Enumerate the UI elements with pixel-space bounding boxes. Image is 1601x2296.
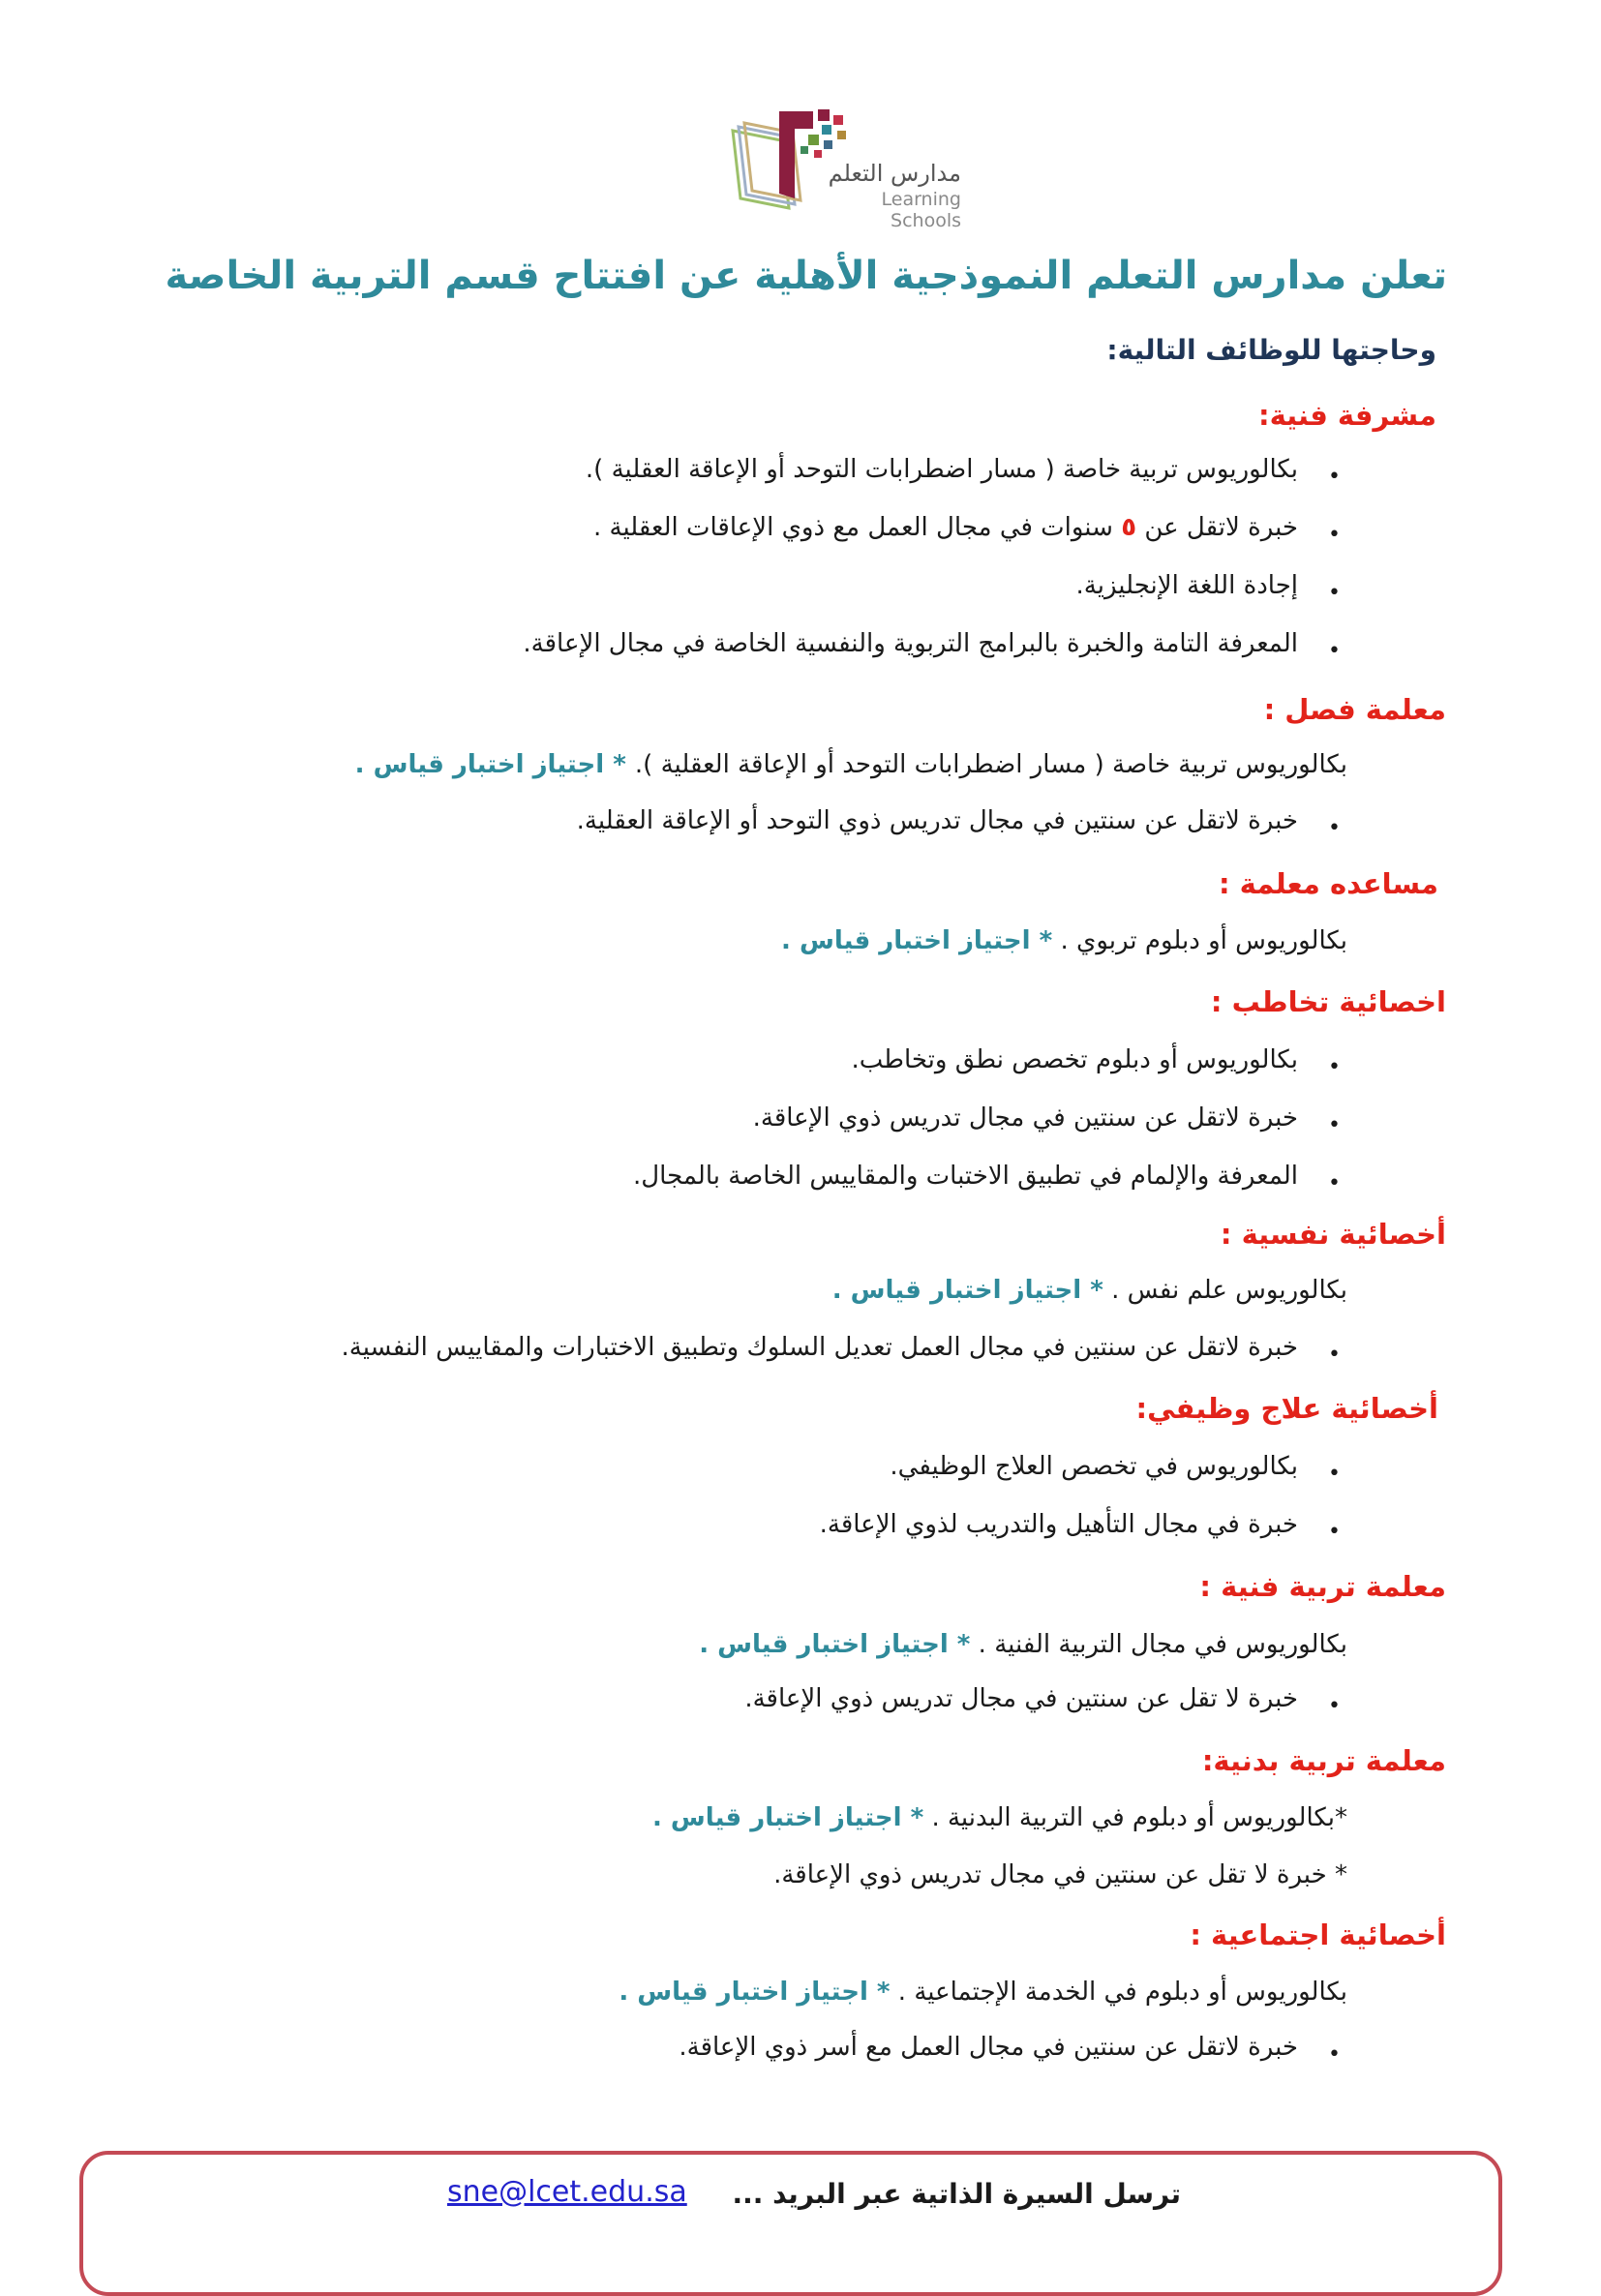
bullet: • [1328,816,1341,840]
qiyas-note: * اجتياز اختبار قياس . [652,1803,924,1832]
logo-english-text: Learning Schools [881,189,961,231]
bullet: • [1328,1694,1341,1718]
list-item [781,926,1347,955]
list-item: خبرة لاتقل عن سنتين في مجال تدريس ذوي التوحد أو الإعاقة العقلية. [576,806,1298,835]
qiyas-note: * اجتياز اختبار قياس . [354,750,635,779]
list-item: إجادة اللغة الإنجليزية. [1075,571,1298,600]
bullet: • [1328,581,1341,605]
bullet: • [1328,1171,1341,1195]
list-item: بكالوريوس في تخصص العلاج الوظيفي. [890,1452,1298,1481]
list-item: خبرة لاتقل عن سنتين في مجال تدريس ذوي الإعاقة. [752,1103,1298,1133]
bullet: • [1328,523,1341,547]
list-item: المعرفة والإلمام في تطبيق الاختبات والمقاييس الخاصة بالمجال. [633,1162,1298,1191]
bullet: • [1328,1520,1341,1544]
list-item: خبرة في مجال التأهيل والتدريب لذوي الإعاقة. [819,1510,1298,1539]
bullet: • [1328,2042,1341,2067]
footer-frame [79,2151,1502,2296]
list-item [593,513,1298,542]
logo-arabic-text: مدارس التعلم [828,160,961,187]
list-item [619,1978,1347,2007]
footer-instruction: ترسل السيرة الذاتية عبر البريد ... [732,2178,1181,2210]
section-heading-social-worker: أخصائية اجتماعية : [1190,1918,1446,1951]
qiyas-note: * اجتياز اختبار قياس . [619,1978,891,2007]
list-item: خبرة لاتقل عن سنتين في مجال العمل مع أسر ذوي الإعاقة. [679,2033,1298,2062]
list-item-text: بكالوريوس أو دبلوم في الخدمة الإجتماعية . [890,1978,1347,2007]
section-heading-art-teacher: معلمة تربية فنية : [1199,1570,1446,1603]
bullet: • [1328,1113,1341,1137]
list-item [355,750,1347,779]
section-heading-art-supervisor: مشرفة فنية: [1257,399,1436,432]
page-subtitle: وحاجتها للوظائف التالية: [1106,334,1436,366]
list-item-text: خبرة لاتقل عن [1136,513,1298,542]
list-item: بكالوريوس تربية خاصة ( مسار اضطرابات التوحد أو الإعاقة العقلية ). [585,455,1298,484]
list-item [699,1630,1347,1659]
qiyas-note: * اجتياز اختبار قياس . [699,1630,971,1659]
list-item: خبرة لاتقل عن سنتين في مجال العمل تعديل السلوك وتطبيق الاختبارات والمقاييس النفسية. [341,1333,1298,1362]
bullet: • [1328,1462,1341,1486]
bullet: • [1328,465,1341,489]
section-heading-pe-teacher: معلمة تربية بدنية: [1201,1744,1446,1777]
list-item-text: *بكالوريوس أو دبلوم في التربية البدنية . [923,1803,1347,1832]
list-item-text: بكالوريوس أو دبلوم تربوي . [1052,926,1347,955]
list-item: * خبرة لا تقل عن سنتين في مجال تدريس ذوي الإعاقة. [773,1860,1347,1889]
section-heading-occupational-therapist: أخصائية علاج وظيفي: [1135,1392,1438,1425]
list-item-text: بكالوريوس علم نفس . [1103,1276,1347,1305]
bullet: • [1328,639,1341,663]
list-item: خبرة لا تقل عن سنتين في مجال تدريس ذوي الإعاقة. [744,1684,1298,1713]
section-heading-teacher-assistant: مساعده معلمة : [1218,867,1438,900]
list-item-text: بكالوريوس في مجال التربية الفنية . [970,1630,1347,1659]
bullet: • [1328,1343,1341,1367]
list-item [652,1803,1347,1832]
qiyas-note: * اجتياز اختبار قياس . [781,926,1053,955]
list-item [832,1276,1347,1305]
section-heading-class-teacher: معلمة فصل : [1263,693,1446,726]
qiyas-note: * اجتياز اختبار قياس . [831,1276,1103,1305]
school-logo [721,102,973,231]
section-heading-psychologist: أخصائية نفسية : [1220,1218,1446,1251]
list-item-text: سنوات في مجال العمل مع ذوي الإعاقات العقلية . [592,513,1122,542]
footer-email-link[interactable]: sne@lcet.edu.sa [447,2175,687,2209]
bullet: • [1328,1055,1341,1079]
list-item: المعرفة التامة والخبرة بالبرامج التربوية والنفسية الخاصة في مجال الإعاقة. [523,629,1298,658]
list-item-text: بكالوريوس تربية خاصة ( مسار اضطرابات التوحد أو الإعاقة العقلية ). [634,750,1347,779]
page-title: تعلن مدارس التعلم النموذجية الأهلية عن افتتاح قسم التربية الخاصة [165,254,1447,298]
list-item: بكالوريوس أو دبلوم تخصص نطق وتخاطب. [851,1045,1298,1074]
section-heading-speech-therapist: اخصائية تخاطب : [1210,985,1446,1018]
years-number: ٥ [1121,513,1137,542]
